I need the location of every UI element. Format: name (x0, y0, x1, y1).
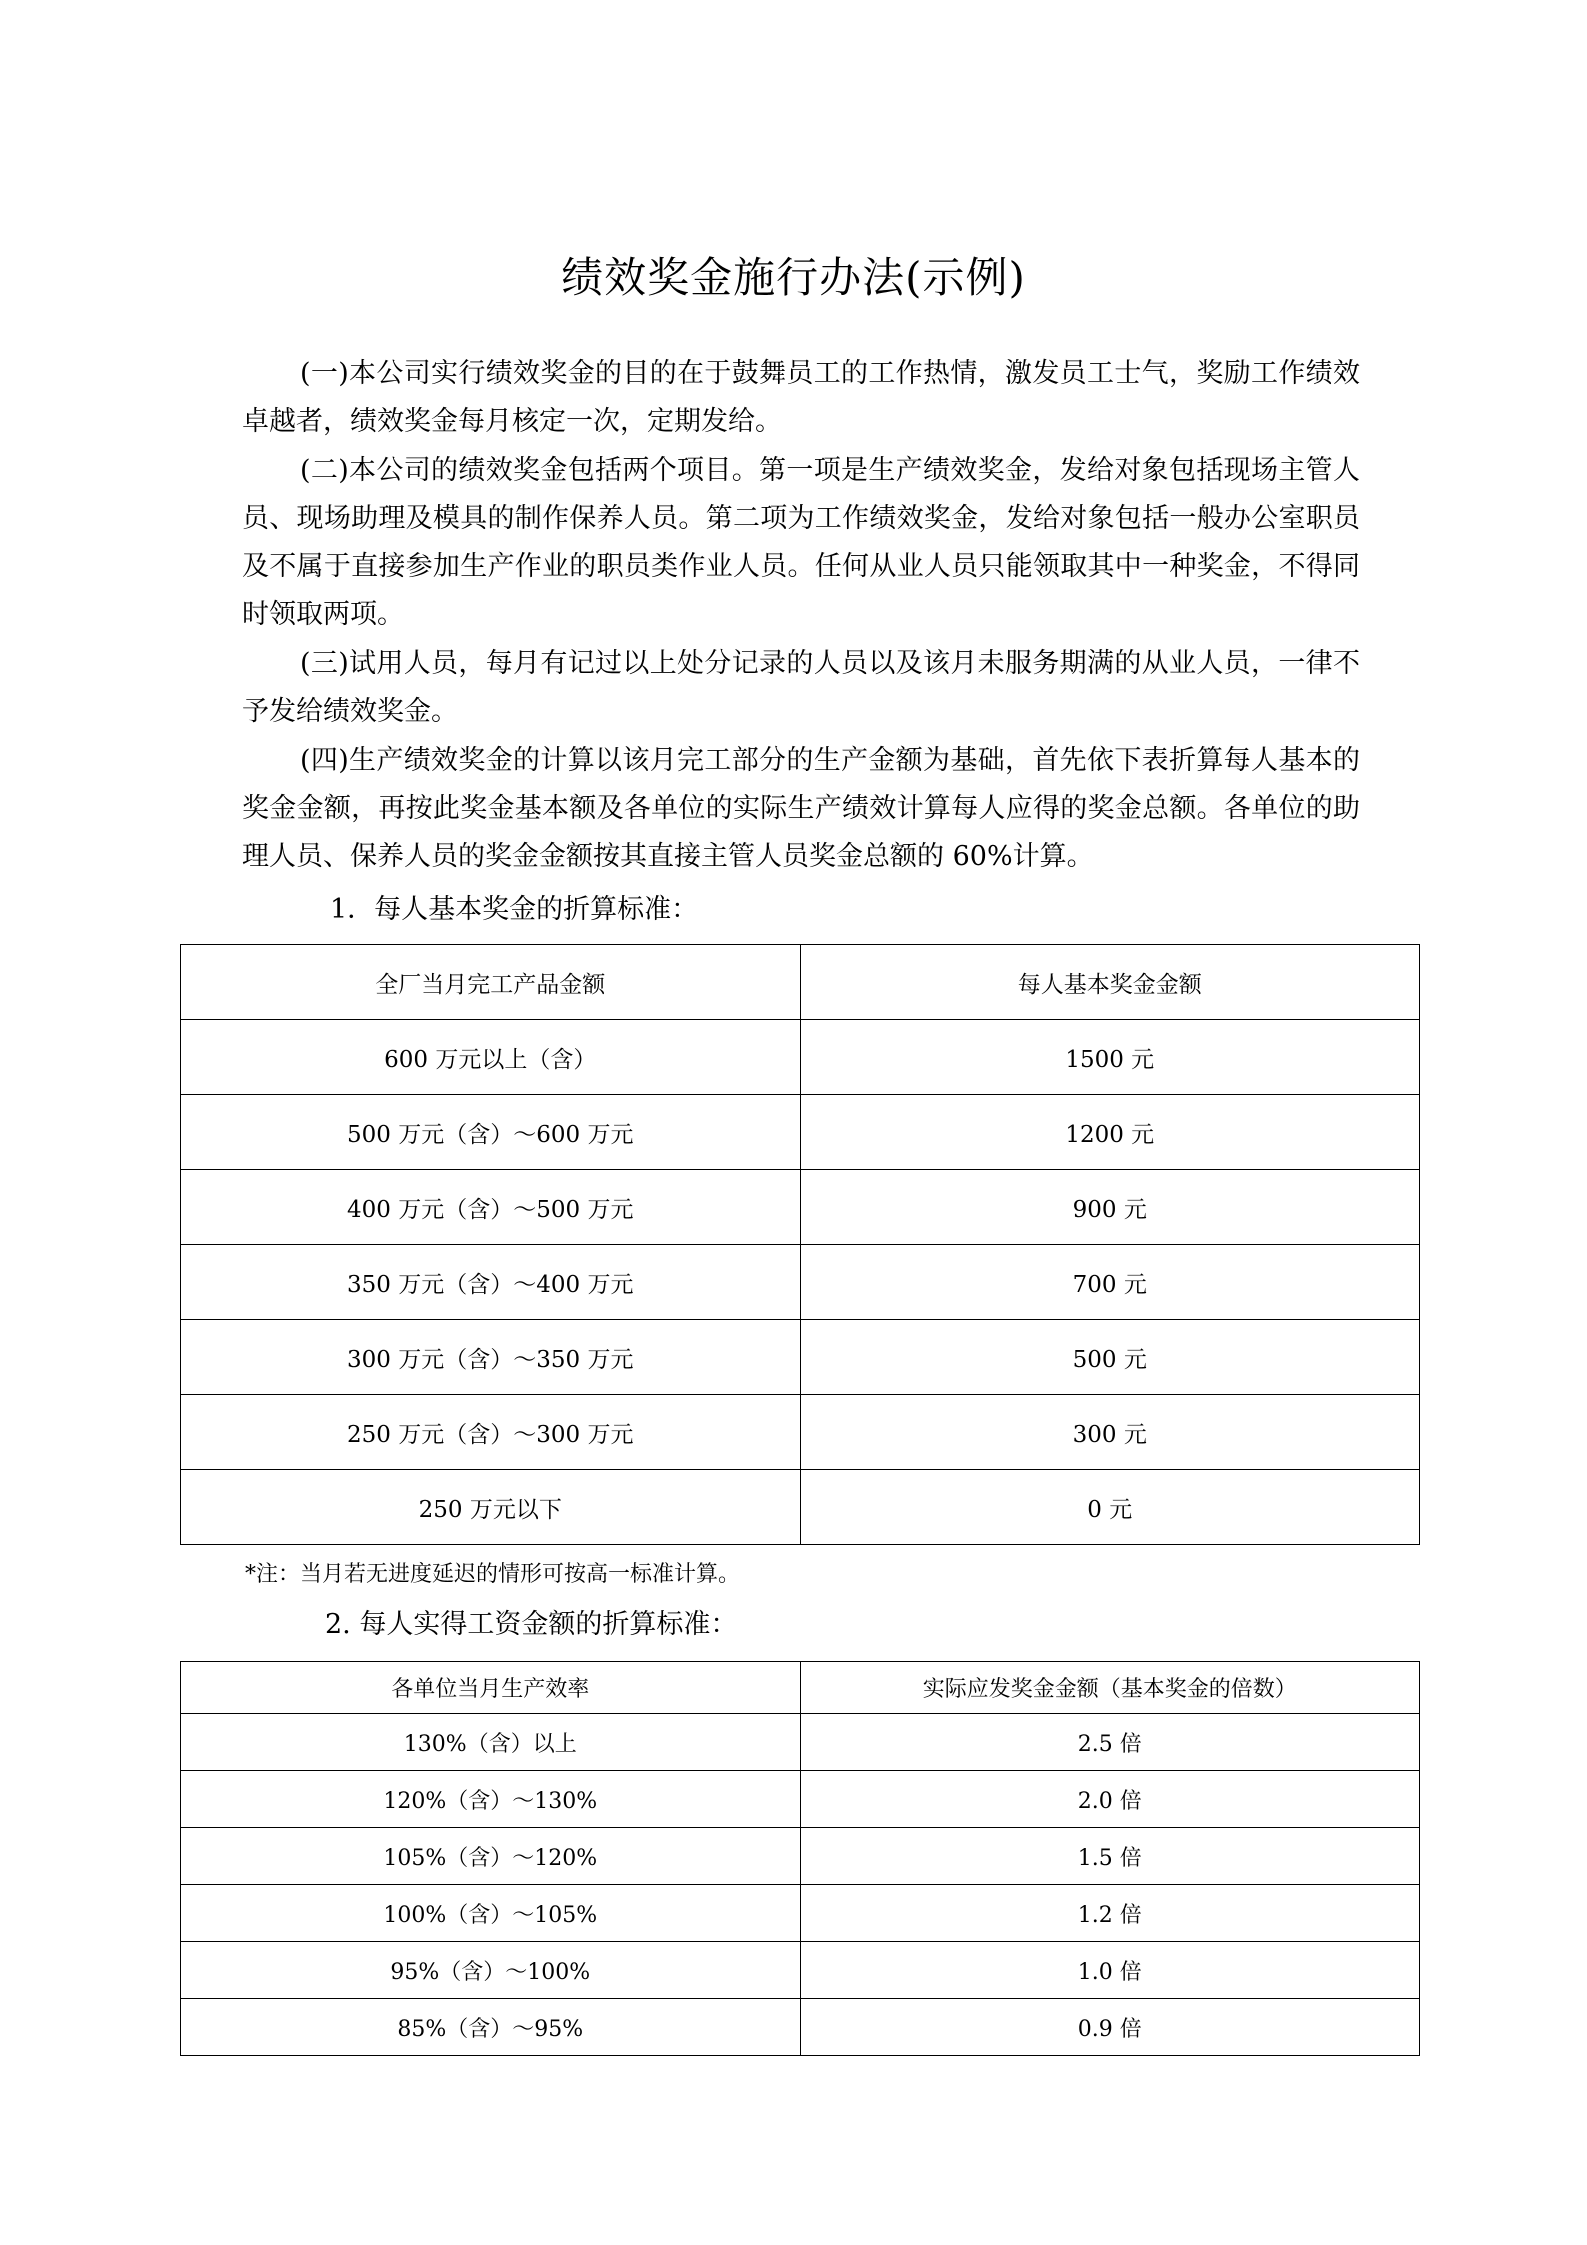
table-row (181, 1714, 1420, 1771)
table1-heading: 1．每人基本奖金的折算标准： (330, 894, 699, 925)
table-cell: 1200 元 (800, 1095, 1420, 1170)
table-cell: 105%（含）～120% (181, 1828, 801, 1885)
table-row (181, 1470, 1420, 1545)
table-row (181, 1245, 1420, 1320)
paragraph-4: (四)生产绩效奖金的计算以该月完工部分的生产金额为基础，首先依下表折算每人基本的奖金金额，再按此奖金基本额及各单位的实际生产绩效计算每人应得的奖金总额。各单位的助理人员、保养人员的奖金金额按其直接主管人员奖金总额的 60%计算。 (242, 745, 1360, 872)
table-cell: 2.5 倍 (800, 1714, 1420, 1771)
table-row (181, 1170, 1420, 1245)
table-row (181, 1999, 1420, 2056)
table-cell: 250 万元以下 (181, 1470, 801, 1545)
table-cell: 500 元 (800, 1320, 1420, 1395)
table-cell: 1500 元 (800, 1020, 1420, 1095)
table-cell: 300 万元（含）～350 万元 (181, 1320, 801, 1395)
table-cell: 0.9 倍 (800, 1999, 1420, 2056)
table-cell: 500 万元（含）～600 万元 (181, 1095, 801, 1170)
table-cell: 300 元 (800, 1395, 1420, 1470)
table-header-row (181, 945, 1420, 1020)
table-row (181, 1320, 1420, 1395)
table-cell: 100%（含）～105% (181, 1885, 801, 1942)
table-cell: 130%（含）以上 (181, 1714, 801, 1771)
basic-bonus-table (180, 944, 1420, 1545)
table-header-cell: 实际应发奖金金额（基本奖金的倍数） (800, 1662, 1420, 1714)
efficiency-multiplier-table (180, 1661, 1420, 2056)
table-header-cell: 每人基本奖金金额 (800, 945, 1420, 1020)
table-cell: 120%（含）～130% (181, 1771, 801, 1828)
table-row (181, 1395, 1420, 1470)
table-row (181, 1885, 1420, 1942)
table-row (181, 1942, 1420, 1999)
table-cell: 600 万元以上（含） (181, 1020, 801, 1095)
paragraph-1: (一)本公司实行绩效奖金的目的在于鼓舞员工的工作热情，激发员工士气，奖励工作绩效卓越者，绩效奖金每月核定一次，定期发给。 (242, 358, 1360, 437)
table-cell: 900 元 (800, 1170, 1420, 1245)
table-header-cell: 全厂当月完工产品金额 (181, 945, 801, 1020)
table-cell: 700 元 (800, 1245, 1420, 1320)
table-row (181, 1828, 1420, 1885)
table-cell: 400 万元（含）～500 万元 (181, 1170, 801, 1245)
table-cell: 2.0 倍 (800, 1771, 1420, 1828)
table-cell: 1.2 倍 (800, 1885, 1420, 1942)
table-cell: 1.0 倍 (800, 1942, 1420, 1999)
table-cell: 85%（含）～95% (181, 1999, 801, 2056)
page-title: 绩效奖金施行办法(示例) (561, 253, 1026, 302)
table-row (181, 1771, 1420, 1828)
table-cell: 0 元 (800, 1470, 1420, 1545)
table2-heading: 2. 每人实得工资金额的折算标准： (325, 1609, 738, 1640)
paragraph-2: (二)本公司的绩效奖金包括两个项目。第一项是生产绩效奖金，发给对象包括现场主管人员、现场助理及模具的制作保养人员。第二项为工作绩效奖金，发给对象包括一般办公室职员及不属于直接参加生产作业的职员类作业人员。任何从业人员只能领取其中一种奖金，不得同时领取两项。 (242, 455, 1360, 630)
table-cell: 1.5 倍 (800, 1828, 1420, 1885)
table-header-cell: 各单位当月生产效率 (181, 1662, 801, 1714)
table-row (181, 1020, 1420, 1095)
table1-note: *注：当月若无进度延迟的情形可按高一标准计算。 (245, 1562, 741, 1587)
table-header-row (181, 1662, 1420, 1714)
table-cell: 250 万元（含）～300 万元 (181, 1395, 801, 1470)
table-cell: 350 万元（含）～400 万元 (181, 1245, 801, 1320)
table-cell: 95%（含）～100% (181, 1942, 801, 1999)
table-row (181, 1095, 1420, 1170)
paragraph-3: (三)试用人员，每月有记过以上处分记录的人员以及该月未服务期满的从业人员，一律不予发给绩效奖金。 (242, 648, 1360, 727)
